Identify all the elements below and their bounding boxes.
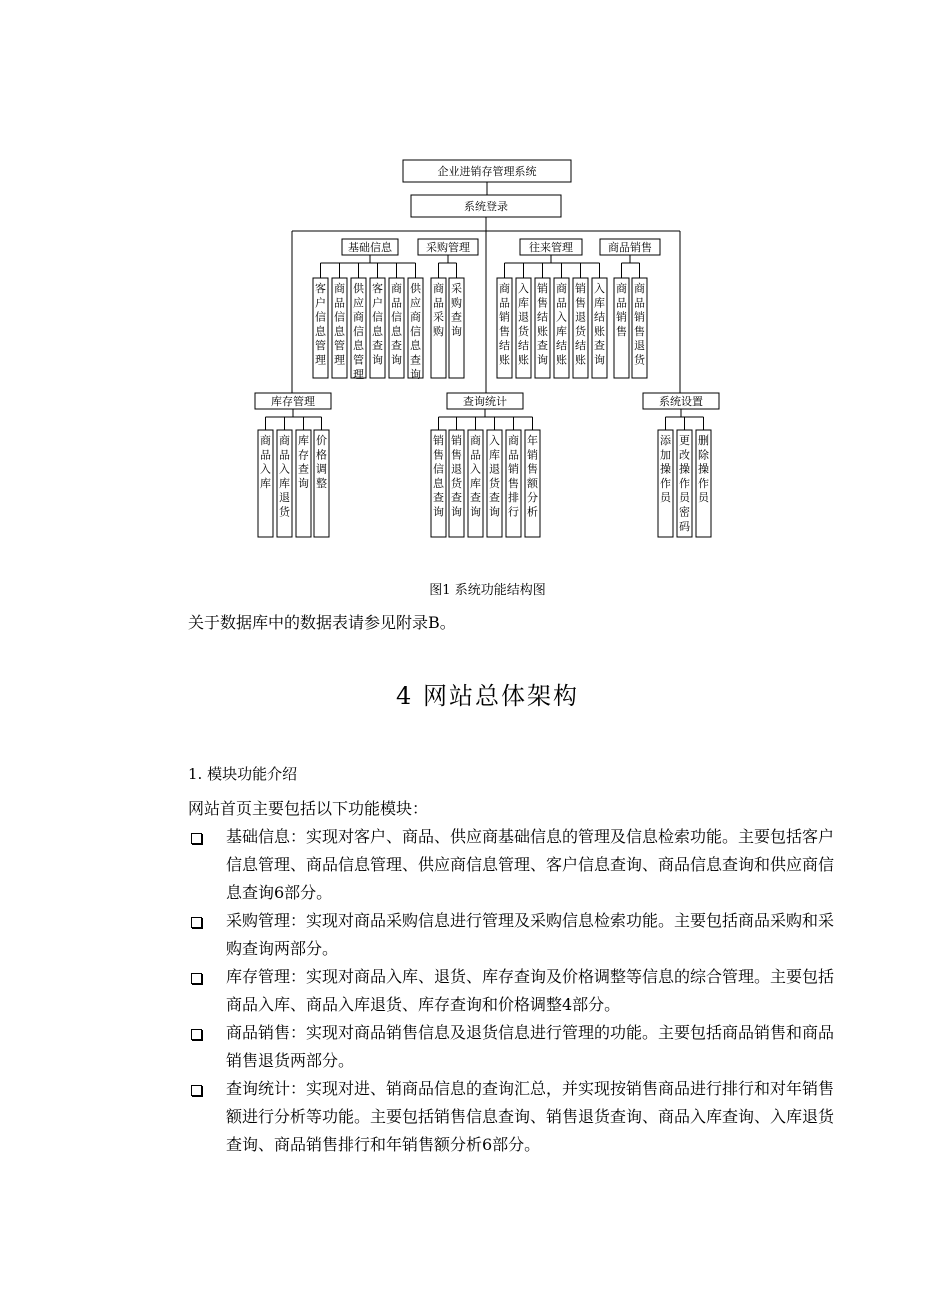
leaf-label: 销售退货查询	[451, 434, 462, 519]
leaf-label: 入库结账查询	[594, 282, 605, 367]
list-item: 商品销售：实现对商品销售信息及退货信息进行管理的功能。主要包括商品销售和商品销售退货两部分。	[188, 1019, 848, 1075]
leaf-label: 客户信息查询	[372, 282, 383, 367]
leaf-label: 库存查询	[298, 434, 309, 490]
leaf-label: 客户信息管理	[315, 282, 326, 367]
leaf-label: 入库退货结账	[518, 282, 529, 367]
leaf-label: 供应商信息查询	[410, 282, 421, 381]
module-box-label: 库存管理	[271, 395, 315, 408]
leaf-label: 商品信息管理	[334, 282, 345, 367]
leaf-label: 删除操作员	[698, 434, 709, 505]
list-item: 采购管理：实现对商品采购信息进行管理及采购信息检索功能。主要包括商品采购和采购查询两部分。	[188, 907, 848, 963]
leaf-label: 采购查询	[451, 282, 462, 338]
login-box-label: 系统登录	[464, 200, 508, 213]
module-list	[188, 823, 848, 1159]
module-box-label: 系统设置	[659, 395, 703, 408]
leaf-label: 供应商信息管理	[353, 282, 364, 381]
leaf-label: 商品信息查询	[391, 282, 402, 367]
subsection-heading: 1. 模块功能介绍	[188, 765, 298, 783]
appendix-note: 关于数据库中的数据表请参见附录B。	[188, 613, 456, 632]
leaf-label: 商品入库结账	[556, 282, 567, 367]
module-box-label: 商品销售	[608, 241, 652, 254]
leaf-label: 商品销售结账	[499, 282, 510, 367]
leaf-label: 销售信息查询	[433, 434, 444, 519]
square-bullet-icon	[191, 973, 202, 984]
leaf-label: 商品销售排行	[508, 434, 519, 519]
leaf-label: 添加操作员	[660, 434, 671, 505]
figure-caption: 图1 系统功能结构图	[429, 583, 546, 598]
module-box-label: 查询统计	[463, 395, 507, 408]
leaf-label: 商品销售	[616, 282, 627, 338]
square-bullet-icon	[191, 1085, 202, 1096]
root-box-label: 企业进销存管理系统	[437, 165, 537, 178]
leaf-label: 入库退货查询	[489, 434, 500, 519]
module-box-label: 采购管理	[426, 241, 470, 254]
leaf-label: 商品销售退货	[634, 282, 645, 367]
list-item: 基础信息：实现对客户、商品、供应商基础信息的管理及信息检索功能。主要包括客户信息管理、商品信息管理、供应商信息管理、客户信息查询、商品信息查询和供应商信息查询6部分。	[188, 823, 848, 907]
section-heading: 4 网站总体架构	[396, 682, 579, 710]
leaf-label: 更改操作员密码	[679, 434, 690, 533]
list-item: 查询统计：实现对进、销商品信息的查询汇总，并实现按销售商品进行排行和对年销售额进行分析等功能。主要包括销售信息查询、销售退货查询、商品入库查询、入库退货查询、商品销售排行和年销售额分析6部分。	[188, 1075, 848, 1159]
square-bullet-icon	[191, 1029, 202, 1040]
system-structure-diagram	[0, 150, 950, 550]
leaf-label: 价格调整	[316, 434, 327, 490]
leaf-label: 商品采购	[433, 282, 444, 338]
leaf-label: 销售退货结账	[575, 282, 586, 367]
square-bullet-icon	[191, 917, 202, 928]
module-box-label: 基础信息	[348, 241, 392, 254]
leaf-label: 商品入库	[260, 434, 271, 490]
leaf-label: 商品入库查询	[470, 434, 481, 519]
leaf-label: 年销售额分析	[527, 434, 538, 519]
leaf-label: 商品入库退货	[279, 434, 290, 519]
list-item: 库存管理：实现对商品入库、退货、库存查询及价格调整等信息的综合管理。主要包括商品入库、商品入库退货、库存查询和价格调整4部分。	[188, 963, 848, 1019]
square-bullet-icon	[191, 833, 202, 844]
module-box-label: 往来管理	[529, 241, 573, 254]
leaf-label: 销售结账查询	[537, 282, 548, 367]
intro-text: 网站首页主要包括以下功能模块：	[188, 799, 429, 818]
